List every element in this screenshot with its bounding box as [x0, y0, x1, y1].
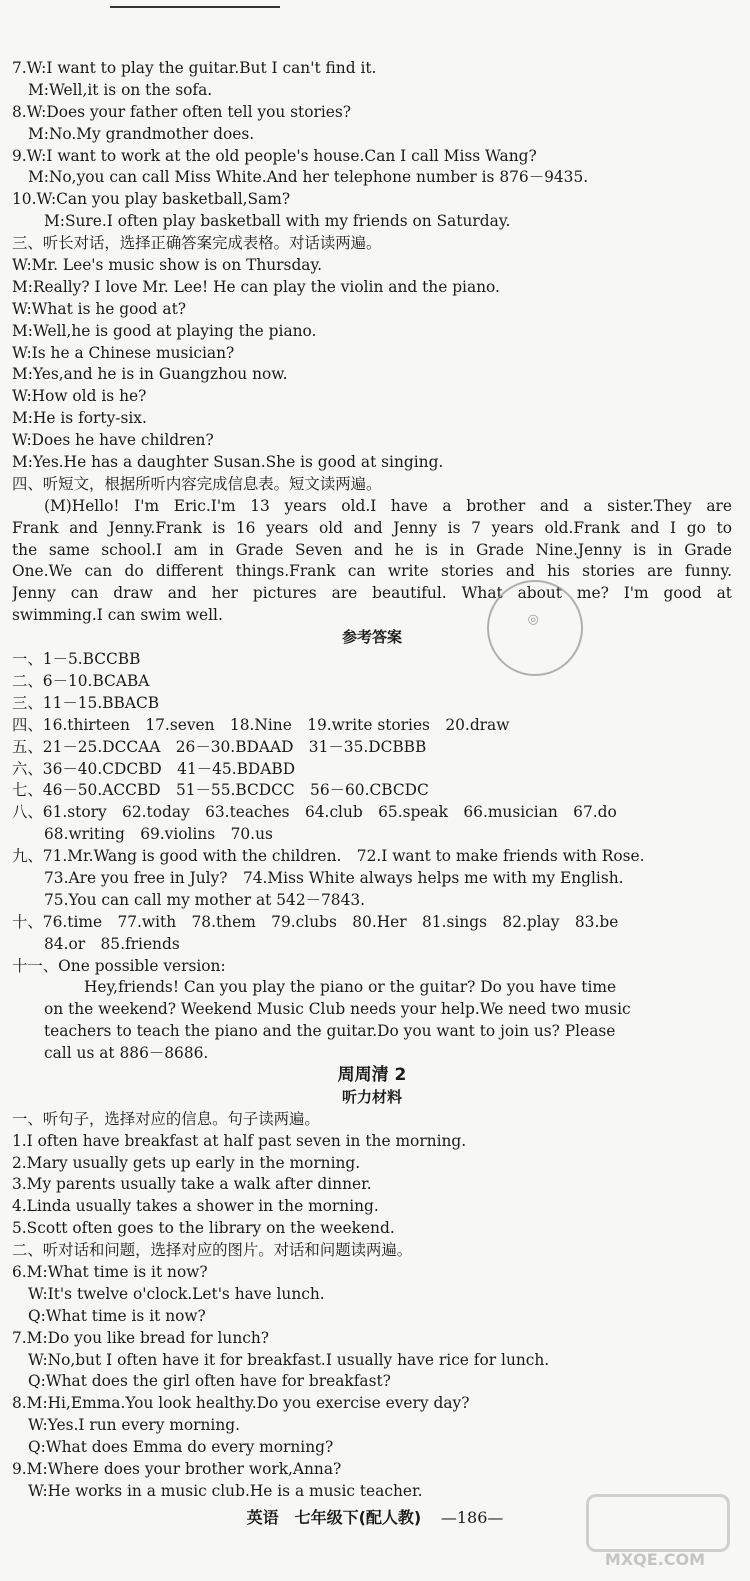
- section-instruction: 四、听短文，根据所听内容完成信息表。短文读两遍。: [12, 474, 382, 493]
- answer-line: 十、76.time 77.with 78.them 79.clubs 80.Her 81.sings 82.play 83.be: [12, 912, 619, 931]
- answer-line: 68.writing 69.violins 70.us: [44, 825, 273, 844]
- answer-line: 七、46－50.ACCBD 51－55.BCDCC 56－60.CBCDC: [12, 781, 429, 800]
- passage-line: One.We can do different things.Frank can write stories and his stories are funny.: [12, 562, 732, 581]
- sentence-line: 4.Linda usually takes a shower in the morning.: [12, 1197, 379, 1216]
- watermark-text: MXQE.COM: [604, 1550, 706, 1569]
- answer-line: 四、16.thirteen 17.seven 18.Nine 19.write stories 20.draw: [12, 715, 510, 734]
- sentence-line: 1.I often have breakfast at half past seven in the morning.: [12, 1131, 467, 1150]
- answers-title: 参考答案: [341, 628, 402, 647]
- dialogue-line: W:It's twelve o'clock.Let's have lunch.: [28, 1284, 325, 1303]
- page-number: —186—: [440, 1508, 504, 1527]
- dialogue-line: W:Does he have children?: [12, 431, 214, 450]
- section2-title: 周周清 2: [337, 1064, 407, 1085]
- answer-line: 三、11－15.BBACB: [12, 693, 160, 712]
- answer-line: 75.You can call my mother at 542－7843.: [44, 890, 366, 909]
- answer-line: 六、36－40.CDCBD 41－45.BDABD: [12, 759, 296, 778]
- dialogue-line: Q:What does the girl often have for breakfast?: [28, 1372, 391, 1391]
- page-content: [12, 58, 732, 1503]
- dialogue-line: M:Yes.He has a daughter Susan.She is good at singing.: [12, 453, 444, 472]
- answer-line: 五、21－25.DCCAA 26－30.BDAAD 31－35.DCBBB: [12, 737, 427, 756]
- dialogue-line: M:Well,it is on the sofa.: [28, 80, 213, 99]
- dialogue-line: 7.W:I want to play the guitar.But I can't find it.: [12, 59, 377, 77]
- dialogue-line: W:No,but I often have it for breakfast.I usually have rice for lunch.: [28, 1350, 550, 1369]
- passage-line: Frank and Jenny.Frank is 16 years old and Jenny is 7 years old.Frank and I go to: [12, 518, 732, 537]
- answer-line: 73.Are you free in July? 74.Miss White always helps me with my English.: [44, 868, 624, 887]
- dialogue-line: M:Well,he is good at playing the piano.: [12, 321, 317, 340]
- dialogue-line: W:How old is he?: [12, 387, 147, 406]
- dialogue-line: 6.M:What time is it now?: [12, 1262, 208, 1281]
- section-instruction: 二、听对话和问题，选择对应的图片。对话和问题读两遍。: [12, 1241, 413, 1260]
- essay-line: call us at 886－8686.: [44, 1044, 209, 1063]
- site-watermark: [566, 1488, 744, 1576]
- stamp-mark: ◎: [526, 611, 541, 629]
- dialogue-line: M:Yes,and he is in Guangzhou now.: [12, 365, 288, 384]
- section-instruction: 一、听句子，选择对应的信息。句子读两遍。: [12, 1109, 320, 1128]
- dialogue-line: 9.M:Where does your brother work,Anna?: [12, 1460, 342, 1478]
- dialogue-line: 8.M:Hi,Emma.You look healthy.Do you exercise every day?: [12, 1394, 470, 1413]
- dialogue-line: 8.W:Does your father often tell you stories?: [12, 102, 352, 121]
- answer-line: 二、6－10.BCABA: [12, 671, 150, 690]
- sentence-line: 3.My parents usually take a walk after dinner.: [12, 1175, 372, 1194]
- sentence-line: 2.Mary usually gets up early in the morning.: [12, 1153, 361, 1172]
- answer-line: 九、71.Mr.Wang is good with the children. 72.I want to make friends with Rose.: [12, 847, 645, 866]
- answer-line: 十一、One possible version:: [12, 956, 226, 975]
- passage-line: swimming.I can swim well.: [12, 606, 223, 625]
- answer-line: 八、61.story 62.today 63.teaches 64.club 65.speak 66.musician 67.do: [12, 803, 617, 822]
- dialogue-line: Q:What does Emma do every morning?: [28, 1438, 334, 1457]
- sentence-line: 5.Scott often goes to the library on the weekend.: [12, 1219, 395, 1238]
- dialogue-line: M:Really? I love Mr. Lee! He can play the violin and the piano.: [12, 277, 500, 296]
- dialogue-line: W:He works in a music club.He is a music teacher.: [28, 1481, 423, 1500]
- dialogue-line: 10.W:Can you play basketball,Sam?: [12, 190, 291, 209]
- answer-line: 一、1－5.BCCBB: [12, 650, 141, 669]
- essay-line: teachers to teach the piano and the guitar.Do you want to join us? Please: [44, 1022, 616, 1041]
- watermark-logo-icon: [586, 1494, 730, 1552]
- dialogue-line: M:No,you can call Miss White.And her telephone number is 876－9435.: [28, 168, 589, 187]
- passage-line: (M)Hello! I'm Eric.I'm 13 years old.I have a brother and a sister.They are: [44, 496, 732, 515]
- footer-subject: 英语 七年级下(配人教): [246, 1508, 422, 1527]
- answer-line: 84.or 85.friends: [44, 934, 180, 953]
- section-instruction: 三、听长对话，选择正确答案完成表格。对话读两遍。: [12, 234, 382, 253]
- dialogue-line: M:He is forty-six.: [12, 409, 147, 428]
- dialogue-line: M:Sure.I often play basketball with my friends on Saturday.: [44, 212, 511, 231]
- dialogue-line: Q:What time is it now?: [28, 1306, 206, 1325]
- dialogue-line: 7.M:Do you like bread for lunch?: [12, 1328, 270, 1347]
- passage-line: Jenny can draw and her pictures are beautiful. What about me? I'm good at: [12, 584, 732, 603]
- passage-line: the same school.I am in Grade Seven and he is in Grade Nine.Jenny is in Grade: [12, 540, 732, 559]
- dialogue-line: W:Mr. Lee's music show is on Thursday.: [12, 256, 323, 275]
- dialogue-line: W:Is he a Chinese musician?: [12, 343, 235, 362]
- section2-subtitle: 听力材料: [341, 1087, 402, 1106]
- dialogue-line: W:Yes.I run every morning.: [28, 1416, 240, 1435]
- dialogue-line: M:No.My grandmother does.: [28, 124, 255, 143]
- dialogue-line: W:What is he good at?: [12, 299, 187, 318]
- dialogue-line: 9.W:I want to work at the old people's house.Can I call Miss Wang?: [12, 146, 537, 165]
- top-rule: [110, 6, 280, 8]
- essay-line: Hey,friends! Can you play the piano or the guitar? Do you have time: [84, 978, 617, 997]
- essay-line: on the weekend? Weekend Music Club needs your help.We need two music: [44, 1000, 631, 1019]
